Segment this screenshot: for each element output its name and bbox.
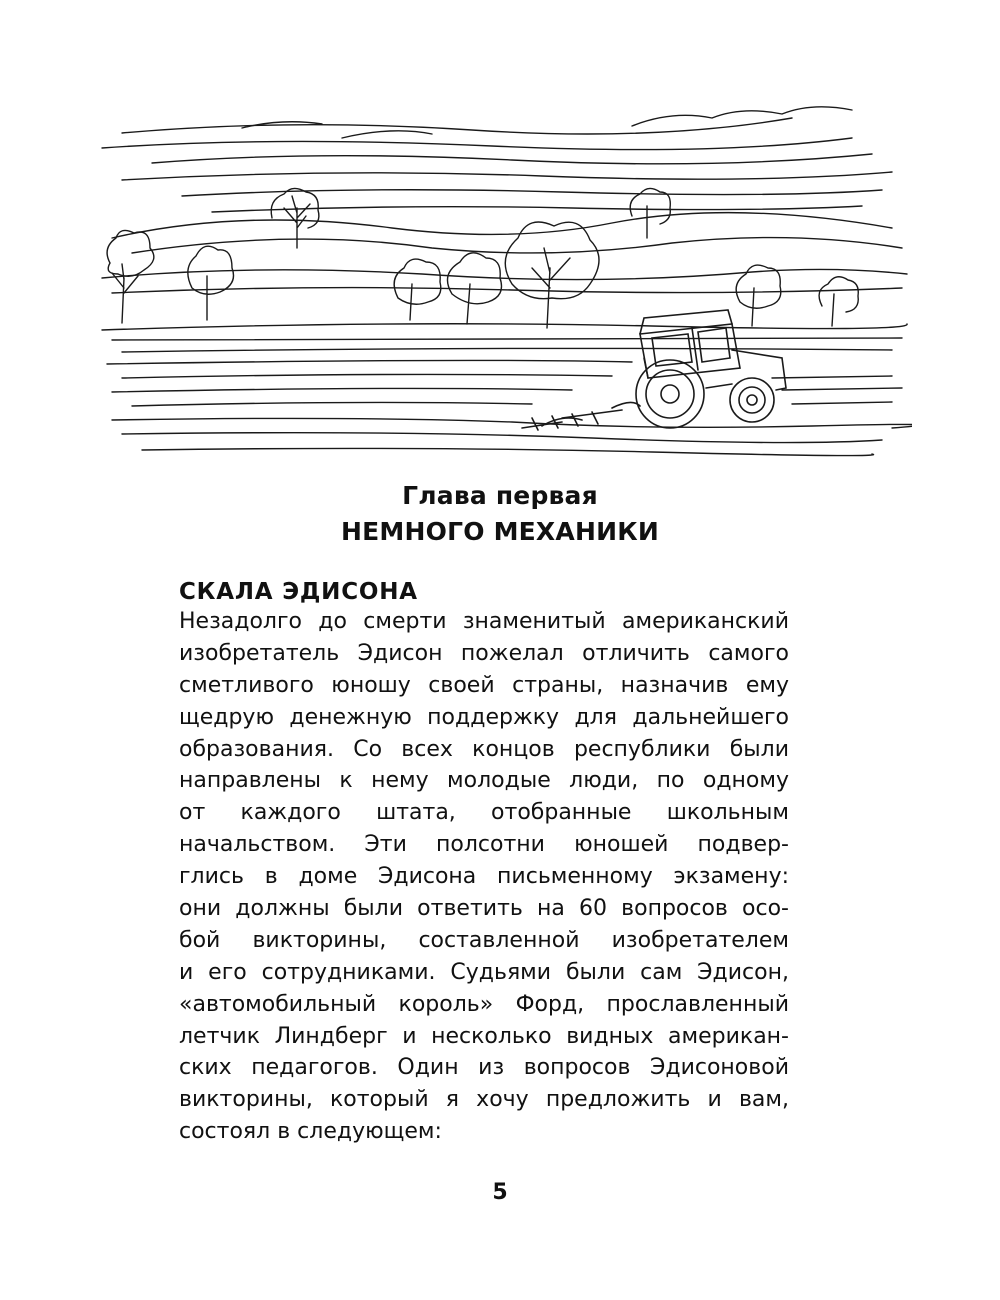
text-line: состоял в следующем: <box>179 1119 442 1145</box>
text-line: от каждого штата, отобранные школьным <box>179 800 789 826</box>
body-text <box>179 606 789 1148</box>
text-line: бой викторины, составленной изобретателем <box>179 927 789 953</box>
text-line: летчик Линдберг и несколько видных американ- <box>179 1023 789 1049</box>
tractor-field-icon <box>92 88 912 468</box>
ground-lines <box>102 324 912 456</box>
page-number: 5 <box>492 1180 508 1205</box>
text-line: щедрую денежную поддержку для дальнейшего <box>179 704 789 730</box>
tractor-field-illustration <box>92 88 912 468</box>
text-line: глись в доме Эдисона письменному экзамену: <box>179 864 789 890</box>
text-line: Незадолго до смерти знаменитый американский <box>179 609 789 634</box>
chapter-title: НЕМНОГО МЕХАНИКИ <box>341 517 659 546</box>
text-line: викторины, который я хочу предложить и вам, <box>179 1087 789 1113</box>
text-line: и его сотрудниками. Судьями были сам Эдисон, <box>179 959 789 985</box>
text-line: изобретатель Эдисон пожелал отличить самого <box>179 640 789 666</box>
chapter-label: Глава первая <box>402 481 598 510</box>
hills <box>102 213 907 293</box>
sky-lines <box>102 107 892 212</box>
text-line: начальством. Эти полсотни юношей подвер- <box>179 832 789 858</box>
section-heading: СКАЛА ЭДИСОНА <box>179 579 418 605</box>
text-line: ских педагогов. Один из вопросов Эдисоновой <box>179 1055 789 1081</box>
text-line: направлены к нему молодые люди, по одному <box>179 768 789 794</box>
text-line: «автомобильный король» Форд, прославленный <box>179 991 789 1017</box>
text-line: они должны были ответить на 60 вопросов осо- <box>179 896 789 922</box>
chapter-heading <box>0 478 1000 550</box>
text-line: образования. Со всех концов республики были <box>179 736 789 762</box>
text-line: сметливого юношу своей страны, назначив ему <box>179 672 789 698</box>
